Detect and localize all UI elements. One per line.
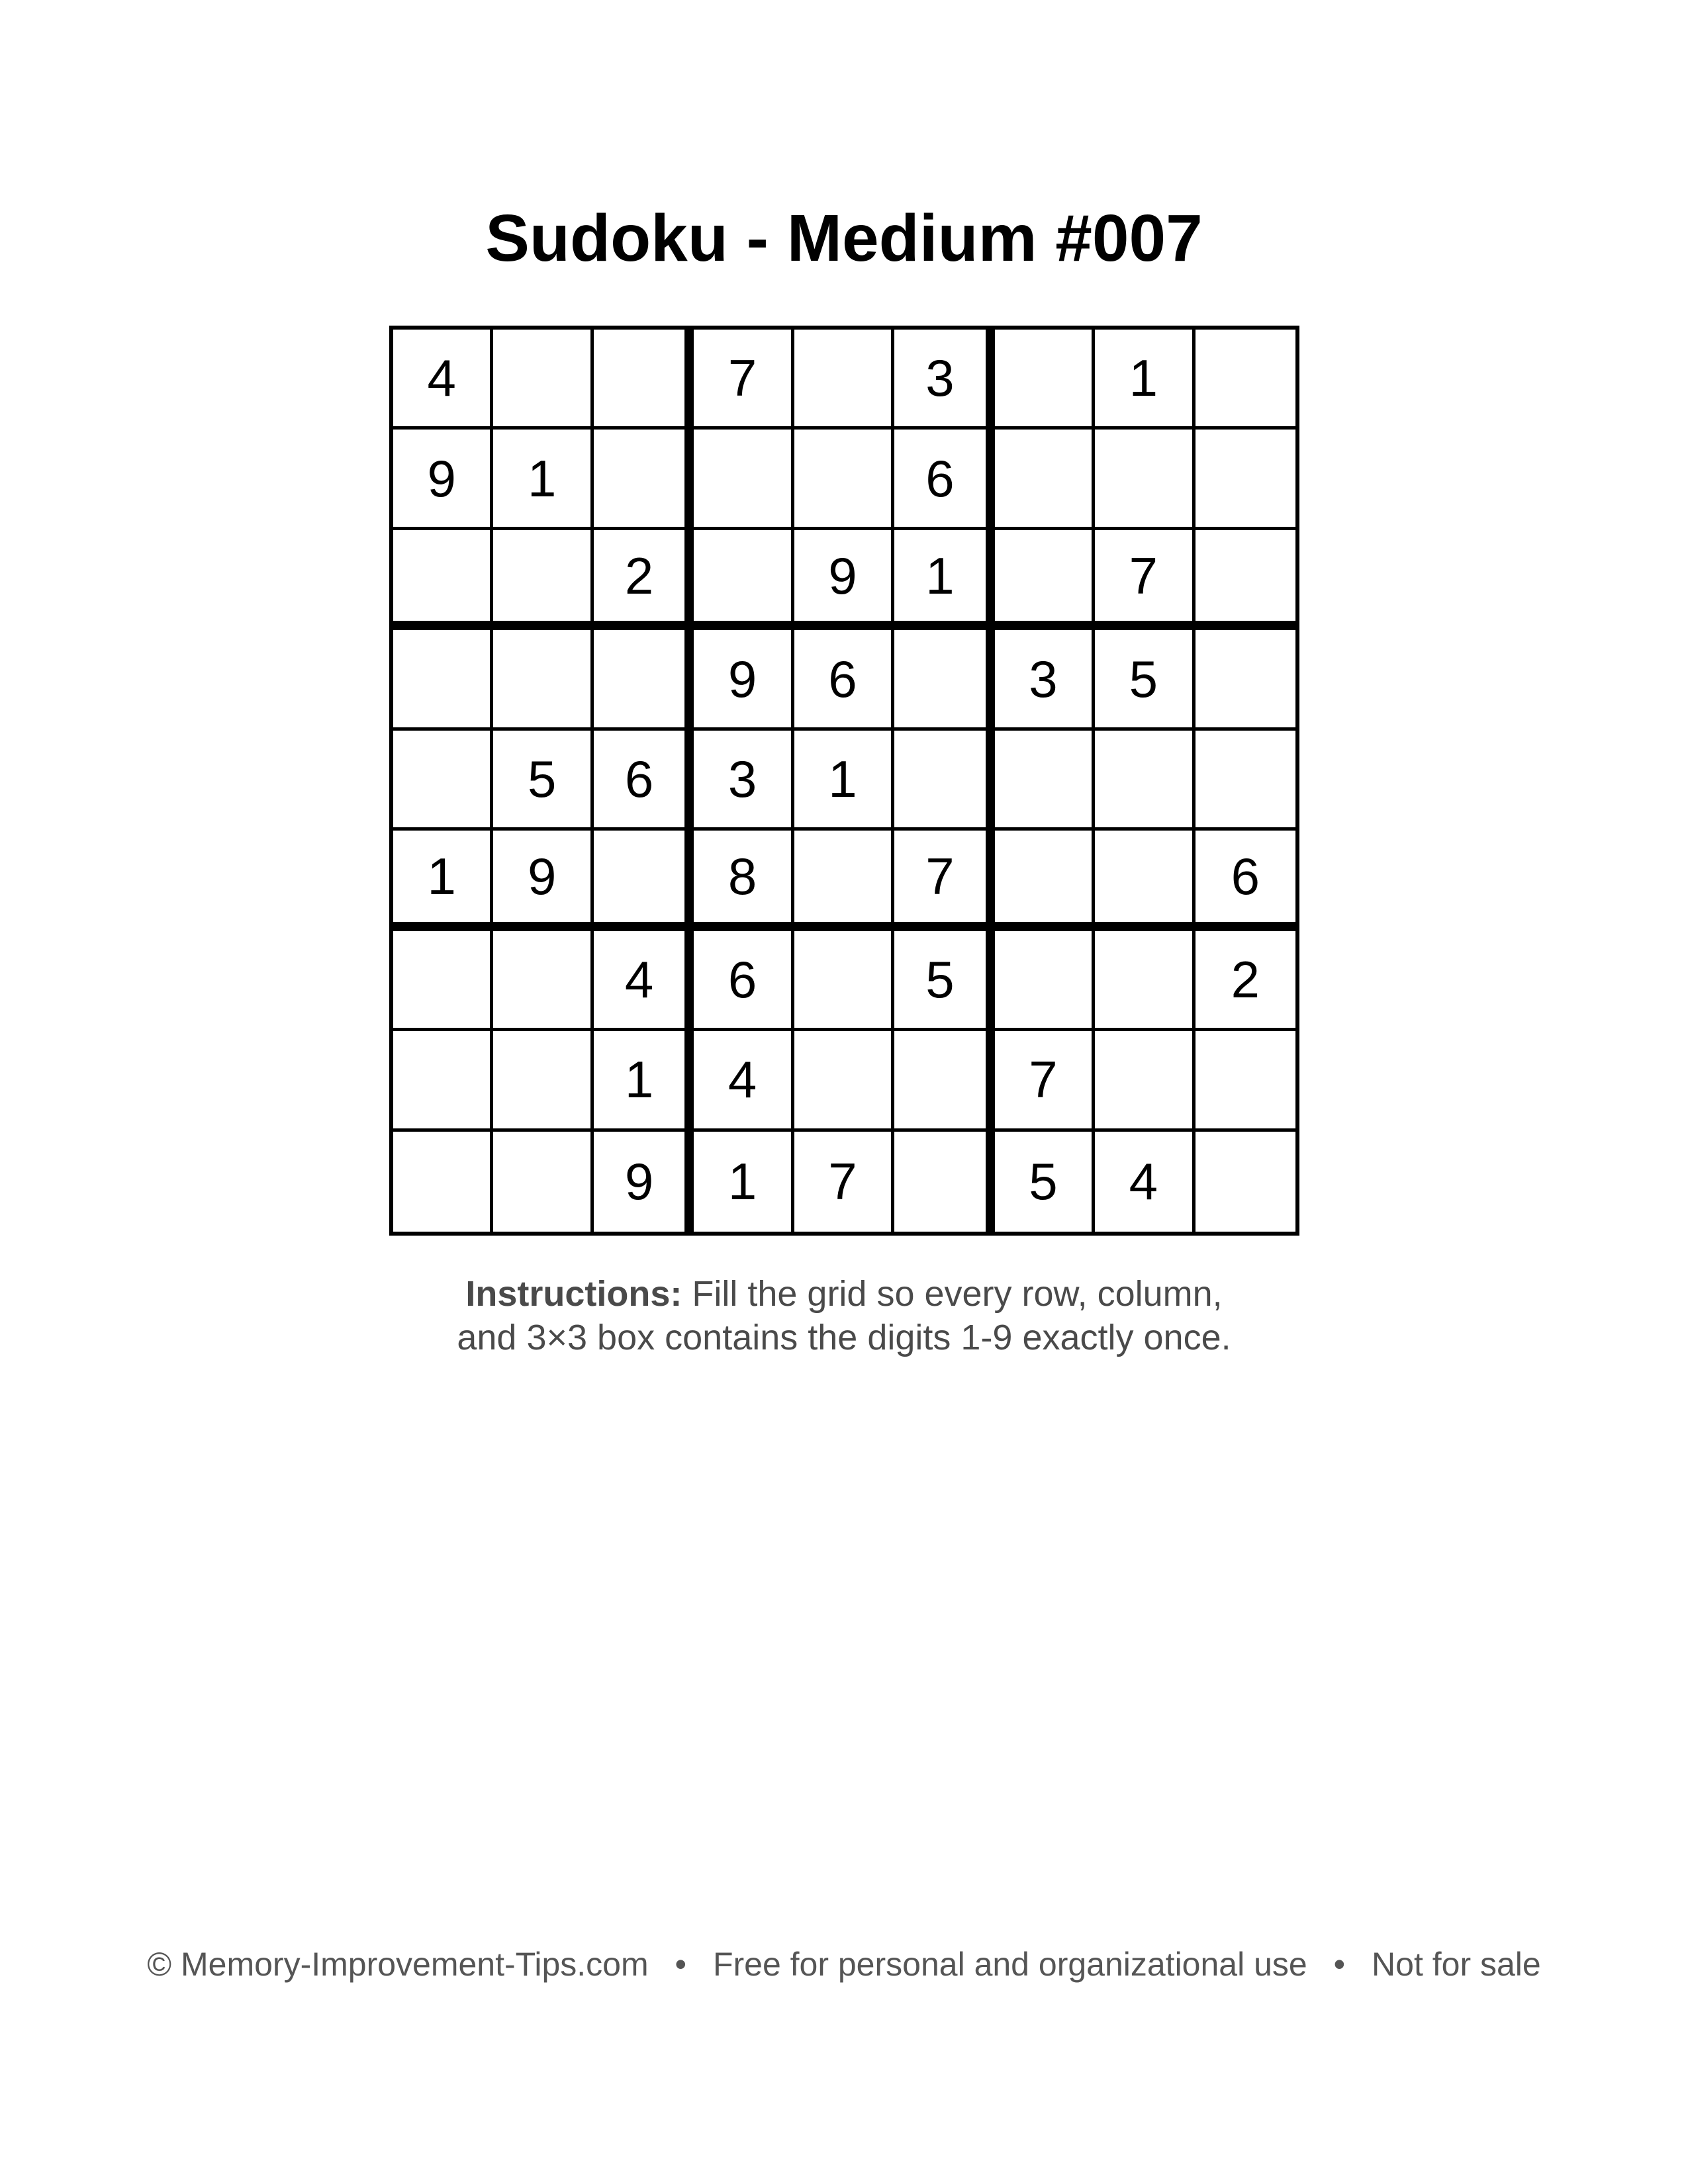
given-cell: 1	[694, 1132, 794, 1232]
empty-cell[interactable]	[493, 630, 593, 730]
given-cell: 2	[1196, 931, 1295, 1031]
given-cell: 4	[694, 1031, 794, 1131]
given-cell: 5	[894, 931, 994, 1031]
instructions-text-2: and 3×3 box contains the digits 1-9 exactly once.	[457, 1318, 1231, 1357]
given-cell: 1	[594, 1031, 694, 1131]
given-cell: 8	[694, 831, 794, 931]
instructions-label: Instructions:	[465, 1274, 682, 1314]
given-cell: 9	[794, 530, 894, 630]
empty-cell[interactable]	[1196, 430, 1295, 529]
empty-cell[interactable]	[1196, 630, 1295, 730]
given-cell: 1	[393, 831, 493, 931]
empty-cell[interactable]	[694, 430, 794, 529]
given-cell: 7	[794, 1132, 894, 1232]
given-cell: 6	[594, 731, 694, 831]
empty-cell[interactable]	[894, 731, 994, 831]
empty-cell[interactable]	[794, 831, 894, 931]
puzzle-title: Sudoku - Medium #007	[485, 201, 1203, 275]
empty-cell[interactable]	[493, 931, 593, 1031]
empty-cell[interactable]	[493, 1031, 593, 1131]
given-cell: 1	[493, 430, 593, 529]
empty-cell[interactable]	[995, 430, 1095, 529]
given-cell: 5	[493, 731, 593, 831]
empty-cell[interactable]	[794, 330, 894, 430]
instructions-line-1	[0, 1272, 1688, 1316]
empty-cell[interactable]	[894, 1031, 994, 1131]
empty-cell[interactable]	[1196, 1132, 1295, 1232]
empty-cell[interactable]	[694, 530, 794, 630]
given-cell: 4	[594, 931, 694, 1031]
given-cell: 6	[894, 430, 994, 529]
empty-cell[interactable]	[1095, 831, 1195, 931]
given-cell: 7	[995, 1031, 1095, 1131]
given-cell: 4	[1095, 1132, 1195, 1232]
given-cell: 6	[1196, 831, 1295, 931]
given-cell: 9	[393, 430, 493, 529]
given-cell: 3	[694, 731, 794, 831]
footer	[0, 1944, 1688, 1984]
given-cell: 1	[794, 731, 894, 831]
empty-cell[interactable]	[594, 630, 694, 730]
empty-cell[interactable]	[894, 1132, 994, 1232]
empty-cell[interactable]	[393, 1031, 493, 1131]
given-cell: 9	[594, 1132, 694, 1232]
empty-cell[interactable]	[794, 1031, 894, 1131]
given-cell: 1	[1095, 330, 1195, 430]
empty-cell[interactable]	[493, 530, 593, 630]
empty-cell[interactable]	[995, 731, 1095, 831]
given-cell: 7	[1095, 530, 1195, 630]
given-cell: 9	[493, 831, 593, 931]
footer-separator-1: •	[675, 1946, 687, 1983]
given-cell: 7	[694, 330, 794, 430]
empty-cell[interactable]	[1095, 931, 1195, 1031]
empty-cell[interactable]	[995, 530, 1095, 630]
empty-cell[interactable]	[1095, 1031, 1195, 1131]
empty-cell[interactable]	[393, 530, 493, 630]
empty-cell[interactable]	[594, 330, 694, 430]
empty-cell[interactable]	[493, 1132, 593, 1232]
given-cell: 9	[694, 630, 794, 730]
footer-separator-2: •	[1333, 1946, 1346, 1983]
given-cell: 3	[894, 330, 994, 430]
empty-cell[interactable]	[594, 831, 694, 931]
empty-cell[interactable]	[1196, 330, 1295, 430]
empty-cell[interactable]	[393, 931, 493, 1031]
empty-cell[interactable]	[594, 430, 694, 529]
sudoku-grid	[389, 326, 1299, 1236]
empty-cell[interactable]	[1095, 731, 1195, 831]
empty-cell[interactable]	[995, 931, 1095, 1031]
empty-cell[interactable]	[1095, 430, 1195, 529]
empty-cell[interactable]	[393, 1132, 493, 1232]
instructions-text-1: Fill the grid so every row, column,	[692, 1274, 1223, 1314]
empty-cell[interactable]	[794, 931, 894, 1031]
given-cell: 6	[794, 630, 894, 730]
given-cell: 7	[894, 831, 994, 931]
given-cell: 1	[894, 530, 994, 630]
empty-cell[interactable]	[393, 630, 493, 730]
footer-copyright: © Memory-Improvement-Tips.com	[147, 1946, 649, 1983]
empty-cell[interactable]	[393, 731, 493, 831]
empty-cell[interactable]	[1196, 530, 1295, 630]
footer-usage: Free for personal and organizational use	[712, 1946, 1307, 1983]
empty-cell[interactable]	[995, 330, 1095, 430]
empty-cell[interactable]	[493, 330, 593, 430]
given-cell: 5	[1095, 630, 1195, 730]
given-cell: 3	[995, 630, 1095, 730]
empty-cell[interactable]	[1196, 1031, 1295, 1131]
given-cell: 5	[995, 1132, 1095, 1232]
empty-cell[interactable]	[894, 630, 994, 730]
empty-cell[interactable]	[794, 430, 894, 529]
given-cell: 6	[694, 931, 794, 1031]
empty-cell[interactable]	[1196, 731, 1295, 831]
footer-sale: Not for sale	[1372, 1946, 1541, 1983]
given-cell: 2	[594, 530, 694, 630]
empty-cell[interactable]	[995, 831, 1095, 931]
instructions	[0, 1272, 1688, 1359]
given-cell: 4	[393, 330, 493, 430]
